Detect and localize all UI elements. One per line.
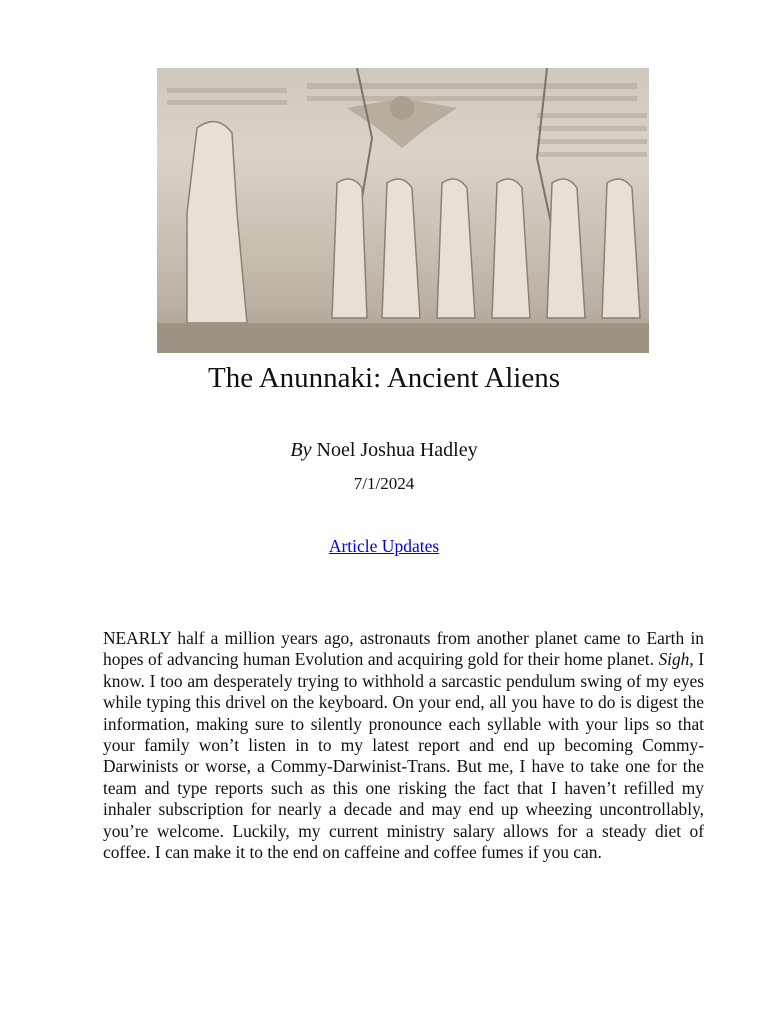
header-image-stone-relief [157,68,649,353]
byline-prefix: By [290,439,312,461]
article-byline [0,439,768,462]
author-name: Noel Joshua Hadley [316,439,478,461]
article-body [103,628,704,863]
article-updates-link[interactable]: Article Updates [328,536,440,556]
body-text: NEARLY half a million years ago, astronauts from another planet came to Earth in hopes of advancing human Evolution and acquiring gold for their home planet. [103,628,704,670]
article-title: The Anunnaki: Ancient Aliens [208,362,560,394]
body-text: , I know. I too am desperately trying to withhold a sarcastic pendulum swing of my eyes while typing this drivel on the keyboard. On your end, all you have to do is digest the information, making sure to silently pronounce each syllable with your lips so that your family won’t listen in to my latest report and end up becoming Commy-Darwinists or worse, a Commy-Darwinist-Trans. But me, I have to take one for the team and type reports such as this one risking the fact that I haven’t refilled my inhaler subscription for nearly a decade and may end up wheezing uncontrollably, you’re welcome. Luckily, my current ministry salary allows for a steady diet of coffee. I can make it to the end on caffeine and coffee fumes if you can. [103,649,704,863]
body-italic-text: Sigh [658,649,690,670]
article-date: 7/1/2024 [353,474,415,493]
